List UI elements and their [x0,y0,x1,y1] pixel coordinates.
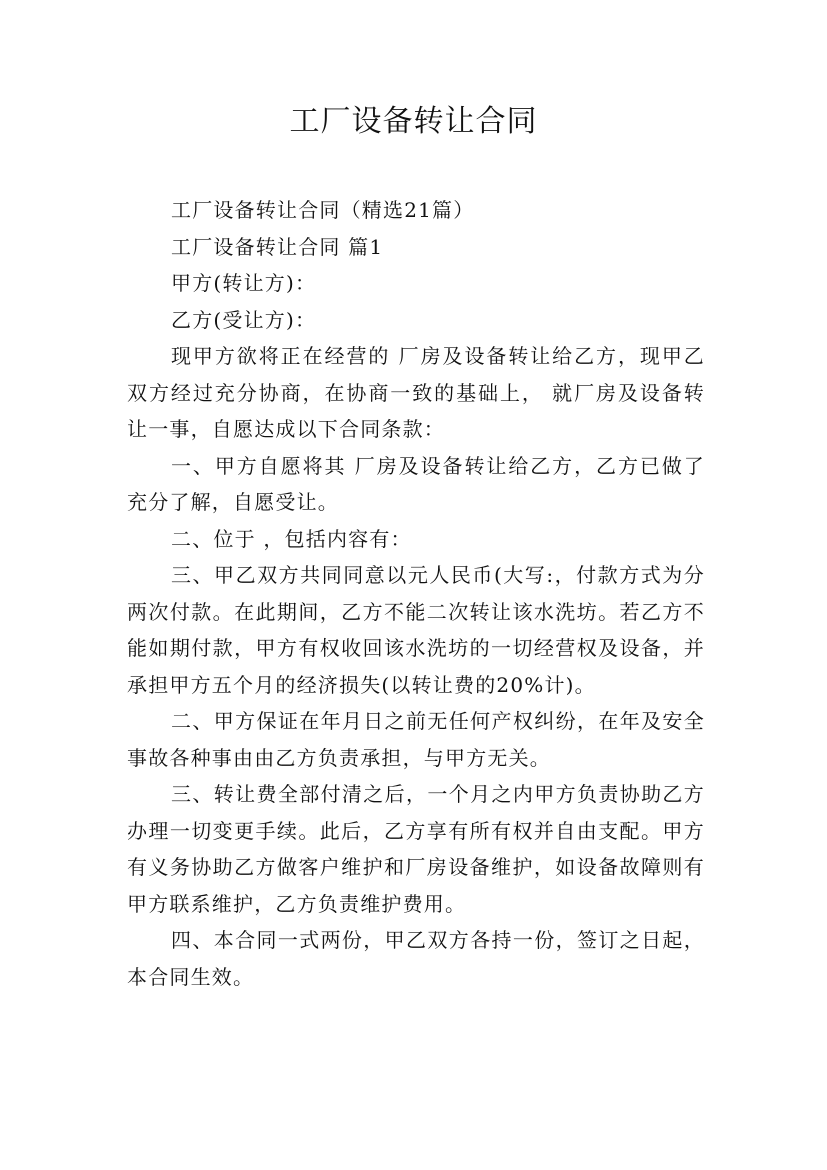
clause-paragraph: 二、甲方保证在年月日之前无任何产权纠纷，在年及安全事故各种事由由乙方负责承担，与甲方无关。 [127,709,705,770]
clause-paragraph: 一、甲方自愿将其 厂房及设备转让给乙方，乙方已做了充分了解，自愿受让。 [127,453,705,514]
subtitle-collection: 工厂设备转让合同（精选21篇） [171,198,475,222]
clause-paragraph: 三、转让费全部付清之后，一个月之内甲方负责协助乙方办理一切变更手续。此后，乙方享有所有权并自由支配。甲方有义务协助乙方做客户维护和厂房设备维护，如设备故障则有甲方联系维护，乙方负责维护费用。 [127,782,705,916]
party-a-line: 甲方(转让方)： [171,271,317,295]
document-body [127,192,705,995]
document-title: 工厂设备转让合同 [289,104,538,139]
clause-paragraph: 四、本合同一式两份，甲乙双方各持一份，签订之日起，本合同生效。 [127,928,705,989]
section-heading: 工厂设备转让合同 篇1 [171,234,384,259]
preamble-paragraph: 现甲方欲将正在经营的 厂房及设备转让给乙方，现甲乙双方经过充分协商，在协商一致的基础上， 就厂房及设备转让一事，自愿达成以下合同条款： [127,344,705,441]
party-b-line: 乙方(受让方)： [171,307,317,332]
clause-paragraph: 三、甲乙双方共同同意以元人民币(大写:，付款方式为分两次付款。在此期间，乙方不能二次转让该水洗坊。若乙方不能如期付款，甲方有权收回该水洗坊的一切经营权及设备，并承担甲方五个月的经济损失(以转让费的20%计)。 [127,563,705,697]
clause-paragraph: 二、位于 ，包括内容有： [171,526,412,551]
